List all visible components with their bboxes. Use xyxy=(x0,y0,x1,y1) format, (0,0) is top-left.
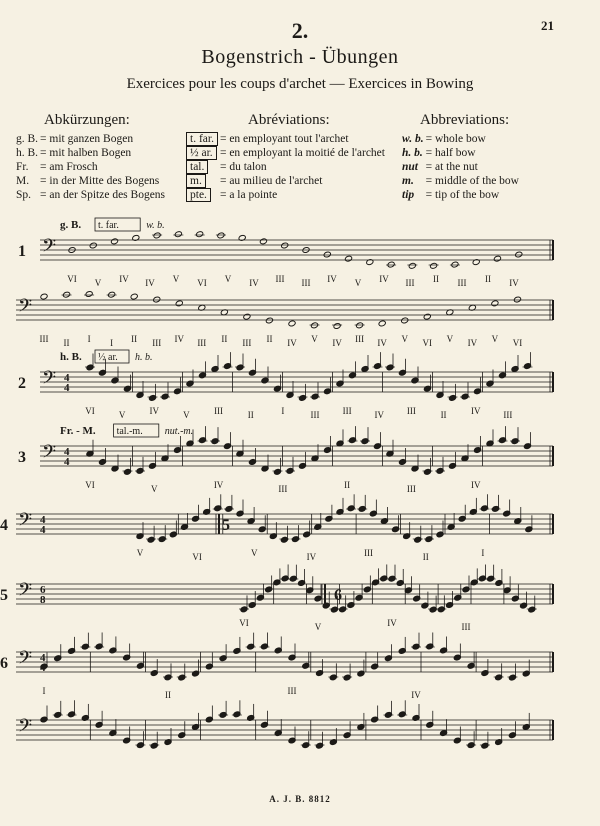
string-label: I xyxy=(481,548,485,558)
abbr-meaning: = tip of the bow xyxy=(425,189,500,201)
string-label: III xyxy=(278,484,288,494)
abbr-meaning: = half bow xyxy=(425,147,476,159)
abbr-term: m. xyxy=(402,175,414,187)
string-label: II xyxy=(131,334,138,344)
note-head xyxy=(111,238,119,245)
string-label: IV xyxy=(470,406,481,416)
string-label: IV xyxy=(379,274,389,284)
abbreviations-heading-english: Abbreviations: xyxy=(420,112,510,128)
string-label: III xyxy=(406,484,416,494)
time-signature-bottom: 4 xyxy=(40,524,46,536)
bass-clef: 𝄢 xyxy=(18,715,33,740)
title-french-english: Exercices pour les coups d'archet — Exercices in Bowing xyxy=(126,76,474,92)
exercise-number: 5 xyxy=(0,587,8,604)
footer-catalog-code: A. J. B. 8812 xyxy=(269,794,331,804)
staff-system xyxy=(18,424,553,494)
bass-clef: 𝄢 xyxy=(18,295,33,320)
abbr-meaning: = whole bow xyxy=(425,133,486,145)
note-head xyxy=(196,231,204,238)
section-number: 2. xyxy=(291,18,309,43)
note-head xyxy=(153,296,161,303)
string-label: III xyxy=(503,410,513,420)
exercise-number: 6 xyxy=(0,655,8,672)
string-label: VI xyxy=(67,274,77,284)
string-label: V xyxy=(151,484,158,494)
string-label: IV xyxy=(509,278,519,288)
bowing-english: w. b. xyxy=(146,220,165,231)
string-label: II xyxy=(247,410,254,420)
note-head xyxy=(243,313,251,320)
abbr-term: pte. xyxy=(186,188,211,202)
note-head xyxy=(323,251,331,258)
note-head xyxy=(40,293,48,300)
staff-system xyxy=(0,494,553,562)
string-label: IV xyxy=(377,338,387,348)
string-label: III xyxy=(461,622,471,632)
string-label: III xyxy=(310,410,320,420)
bowing-german: g. B. xyxy=(60,219,82,231)
abbr-term: w. b. xyxy=(402,133,424,145)
string-label: V xyxy=(183,410,190,420)
abbr-meaning: = am Frosch xyxy=(40,161,98,173)
note-head xyxy=(259,238,267,245)
bass-clef: 𝄢 xyxy=(18,579,33,604)
abbr-meaning: = an der Spitze des Bogens xyxy=(40,189,166,201)
string-label: IV xyxy=(119,274,129,284)
bowing-english: h. b. xyxy=(135,352,153,363)
string-label: III xyxy=(301,278,311,288)
string-label: V xyxy=(136,548,144,558)
string-label: IV xyxy=(387,618,397,628)
bowing-english: nut.-m. xyxy=(164,426,194,437)
string-label: III xyxy=(342,406,352,416)
string-label: III xyxy=(287,686,297,696)
abbr-meaning: = middle of the bow xyxy=(425,175,519,187)
string-label: IV xyxy=(374,410,385,420)
string-label: VI xyxy=(512,338,523,348)
abbr-meaning: = du talon xyxy=(219,161,267,173)
exercise-number: 1 xyxy=(18,243,26,260)
note-head xyxy=(153,232,161,239)
string-label: II xyxy=(433,274,439,284)
string-label: VI xyxy=(422,338,433,348)
bowing-german: Fr. - M. xyxy=(60,425,96,437)
string-label: IV xyxy=(327,274,337,284)
string-label: III xyxy=(457,278,467,288)
note-head xyxy=(378,320,386,327)
string-label: IV xyxy=(306,552,317,562)
note-head xyxy=(387,261,395,268)
string-label: V xyxy=(224,274,232,284)
string-label: III xyxy=(39,334,49,344)
string-label: III xyxy=(152,338,162,348)
note-head xyxy=(108,291,116,298)
string-label: II xyxy=(221,334,228,344)
note-head xyxy=(515,251,523,258)
string-label: III xyxy=(364,548,374,558)
string-label: II xyxy=(63,338,70,348)
abbr-meaning: = mit ganzen Bogen xyxy=(40,133,134,145)
time-signature-top: 6 xyxy=(40,584,46,596)
bowing-french: ½ ar. xyxy=(98,352,118,363)
string-label: V xyxy=(354,278,362,288)
string-label: V xyxy=(251,548,258,558)
time-signature-top: 4 xyxy=(64,446,70,458)
string-label: II xyxy=(422,552,429,562)
string-label: II xyxy=(344,480,351,490)
abbr-term: Sp. xyxy=(16,189,32,201)
string-label: I xyxy=(42,686,46,696)
abbr-term: tip xyxy=(402,189,415,201)
abbreviations-heading-french: Abréviations: xyxy=(248,112,330,128)
string-label: VI xyxy=(239,618,249,628)
string-label: V xyxy=(172,274,180,284)
string-label: IV xyxy=(332,338,342,348)
abbr-meaning: = in der Mitte des Bogens xyxy=(40,175,160,187)
note-head xyxy=(491,300,499,307)
abbr-meaning: = en employant la moitié de l'archet xyxy=(219,147,385,159)
note-head xyxy=(265,317,273,324)
abbr-meaning: = at the nut xyxy=(425,161,478,173)
string-label: IV xyxy=(287,338,297,348)
abbr-term: Fr. xyxy=(16,161,29,173)
note-head xyxy=(401,317,409,324)
note-head xyxy=(356,322,364,329)
string-label: III xyxy=(405,278,415,288)
string-label: III xyxy=(242,338,252,348)
abbr-term: h. B. xyxy=(16,147,39,159)
exercise-number: 3 xyxy=(18,449,26,466)
staff-system xyxy=(0,632,553,700)
string-label: IV xyxy=(149,406,160,416)
exercise-number: 4 xyxy=(0,517,8,534)
string-label: I xyxy=(87,334,91,344)
string-label: V xyxy=(314,622,322,632)
string-label: VI xyxy=(85,480,95,490)
staff-system xyxy=(18,218,553,288)
string-label: IV xyxy=(467,338,478,348)
abbr-term: g. B. xyxy=(16,133,39,145)
string-label: III xyxy=(197,338,207,348)
string-label: IV xyxy=(174,334,185,344)
string-label: III xyxy=(406,406,416,416)
time-signature-top: 4 xyxy=(40,652,46,664)
note-head xyxy=(174,231,182,238)
exercise-number: 6 xyxy=(334,587,342,604)
note-head xyxy=(451,261,459,268)
note-head xyxy=(288,320,296,327)
bass-clef: 𝄢 xyxy=(42,367,57,392)
time-signature-bottom: 8 xyxy=(40,594,46,606)
string-label: III xyxy=(275,274,285,284)
note-head xyxy=(311,322,319,329)
string-label: II xyxy=(165,690,171,700)
note-head xyxy=(333,323,341,330)
time-signature-bottom: 4 xyxy=(64,456,70,468)
abbr-meaning: = mit halben Bogen xyxy=(40,147,132,159)
string-label: VI xyxy=(85,406,95,416)
bass-clef: 𝄢 xyxy=(42,235,57,260)
bass-clef: 𝄢 xyxy=(18,509,33,534)
note-head xyxy=(513,296,521,303)
title-german: Bogenstrich - Übungen xyxy=(201,46,399,68)
note-head xyxy=(281,242,289,249)
abbr-meaning: = au milieu de l'archet xyxy=(219,175,323,187)
note-head xyxy=(345,255,353,262)
string-label: VI xyxy=(192,552,202,562)
string-label: V xyxy=(118,410,126,420)
string-label: III xyxy=(355,334,365,344)
string-label: I xyxy=(281,406,285,416)
string-label: IV xyxy=(213,480,224,490)
string-label: V xyxy=(446,334,454,344)
exercise-number: 5 xyxy=(222,517,230,534)
string-label: IV xyxy=(249,278,259,288)
note-head xyxy=(89,242,97,249)
string-label: IV xyxy=(145,278,155,288)
staff-system xyxy=(16,291,553,348)
string-label: V xyxy=(401,334,408,344)
abbr-meaning: = a la pointe xyxy=(219,189,278,201)
note-head xyxy=(130,293,138,300)
bass-clef: 𝄢 xyxy=(18,647,33,672)
string-label: V xyxy=(311,334,318,344)
staff-system xyxy=(16,700,553,749)
abbr-term: nut xyxy=(402,161,418,173)
string-label: IV xyxy=(411,690,421,700)
time-signature-top: 4 xyxy=(40,514,46,526)
string-label: V xyxy=(491,334,499,344)
note-head xyxy=(423,313,431,320)
abbr-term: m. xyxy=(186,174,206,188)
bowing-french: tal.-m. xyxy=(116,426,143,437)
time-signature-bottom: 4 xyxy=(64,382,70,394)
staff-system xyxy=(0,564,553,632)
page-number: 21 xyxy=(541,18,554,33)
abbr-meaning: = en employant tout l'archet xyxy=(219,133,349,145)
string-label: II xyxy=(266,334,273,344)
abbr-term: h. b. xyxy=(402,147,423,159)
abbr-term: ½ ar. xyxy=(186,146,217,160)
abbr-term: t. far. xyxy=(186,132,218,146)
string-label: II xyxy=(440,410,447,420)
exercise-number: 2 xyxy=(18,375,26,392)
bowing-french: t. far. xyxy=(98,220,119,231)
abbreviations-heading-german: Abkürzungen: xyxy=(44,112,130,128)
string-label: IV xyxy=(470,480,481,490)
string-label: I xyxy=(110,338,114,348)
abbr-term: tal. xyxy=(186,160,208,174)
note-head xyxy=(85,291,93,298)
note-head xyxy=(408,262,416,269)
note-head xyxy=(430,262,438,269)
note-head xyxy=(217,232,225,239)
note-head xyxy=(493,255,501,262)
time-signature-top: 4 xyxy=(64,372,70,384)
abbr-term: M. xyxy=(16,175,30,187)
string-label: VI xyxy=(197,278,207,288)
note-head xyxy=(63,291,71,298)
staff-system xyxy=(18,350,553,420)
string-label: V xyxy=(94,278,102,288)
bowing-german: h. B. xyxy=(60,351,82,363)
bass-clef: 𝄢 xyxy=(42,441,57,466)
string-label: III xyxy=(214,406,224,416)
note-head xyxy=(175,300,183,307)
string-label: II xyxy=(485,274,491,284)
